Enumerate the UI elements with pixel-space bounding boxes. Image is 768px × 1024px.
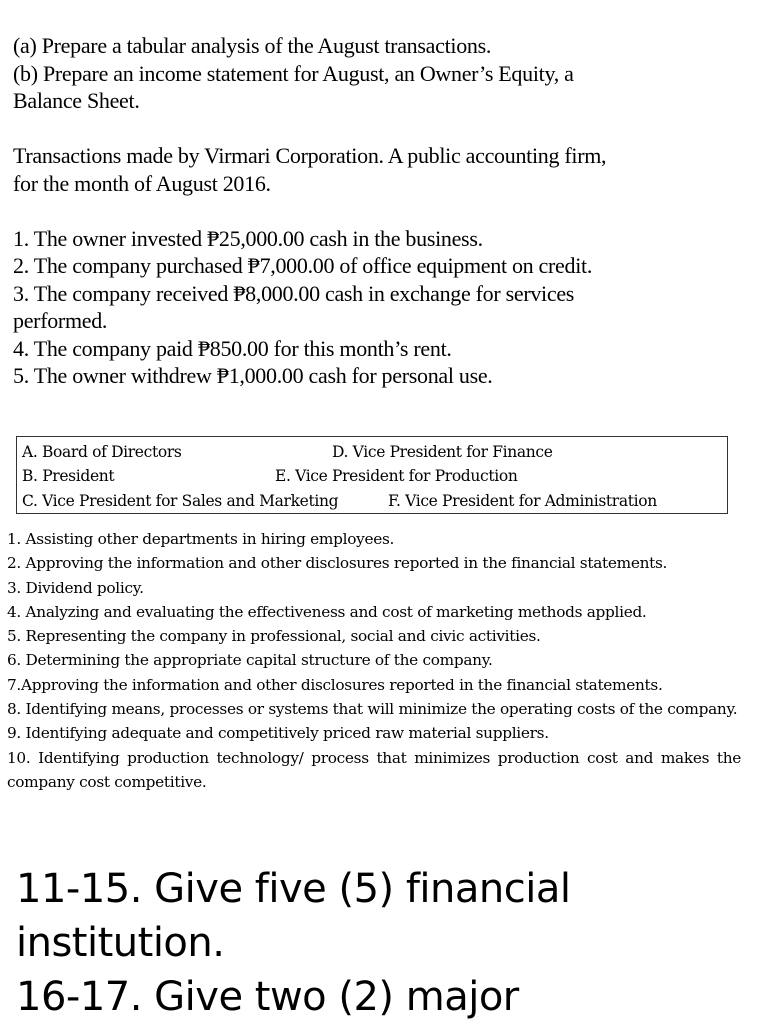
transaction-2: 2. The company purchased ₱7,000.00 of office equipment on credit.: [13, 253, 593, 278]
spacer: [13, 115, 753, 143]
question-11-line2: institution.: [16, 920, 225, 966]
instruction-b-line2: Balance Sheet.: [13, 88, 140, 113]
task-item-7: 7.Approving the information and other disclosures reported in the financial statements.: [7, 675, 663, 694]
role-c: C. Vice President for Sales and Marketing: [22, 492, 339, 510]
transaction-3: 3. The company received ₱8,000.00 cash in exchange for services: [13, 280, 575, 306]
task-list: [7, 527, 741, 794]
intro-line1: Transactions made by Virmari Corporation. A public accounting firm,: [13, 143, 607, 168]
task-item-2: 2. Approving the information and other disclosures reported in the financial statements.: [7, 554, 668, 573]
task-item-1: 1. Assisting other departments in hiring employees.: [7, 530, 395, 548]
role-a: A. Board of Directors: [22, 443, 182, 461]
problem-text: [13, 32, 753, 390]
role-e: E. Vice President for Production: [275, 467, 518, 485]
question-16-line1: 16-17. Give two (2) major: [16, 974, 519, 1020]
task-item-3: 3. Dividend policy.: [7, 578, 144, 597]
instruction-a: (a) Prepare a tabular analysis of the August transactions.: [13, 33, 492, 58]
question-11-line1: 11-15. Give five (5) financial: [16, 866, 571, 912]
transaction-3-cont: performed.: [13, 308, 108, 333]
role-f: F. Vice President for Administration: [388, 492, 657, 510]
roles-box: [16, 436, 728, 514]
task-item-6: 6. Determining the appropriate capital structure of the company.: [7, 651, 493, 670]
spacer: [13, 197, 753, 225]
task-item-4: 4. Analyzing and evaluating the effectiveness and cost of marketing methods applied.: [7, 602, 647, 621]
task-item-5: 5. Representing the company in professional, social and civic activities.: [7, 627, 541, 646]
task-item-9: 9. Identifying adequate and competitively priced raw material suppliers.: [7, 724, 549, 743]
intro-line2: for the month of August 2016.: [13, 170, 271, 196]
task-item-10: 10. Identifying production technology/ process that minimizes production cost and makes the company cost competitive.: [7, 748, 741, 791]
transaction-1: 1. The owner invested ₱25,000.00 cash in the business.: [13, 225, 483, 251]
role-d: D. Vice President for Finance: [332, 443, 553, 461]
role-b: B. President: [22, 467, 115, 485]
instruction-b-line1: (b) Prepare an income statement for August, an Owner’s Equity, a: [13, 60, 574, 86]
task-item-8: 8. Identifying means, processes or systems that will minimize the operating costs of the company.: [7, 700, 738, 719]
transaction-5: 5. The owner withdrew ₱1,000.00 cash for personal use.: [13, 363, 493, 388]
transaction-4: 4. The company paid ₱850.00 for this month’s rent.: [13, 335, 452, 361]
questions-block: [16, 862, 756, 1024]
